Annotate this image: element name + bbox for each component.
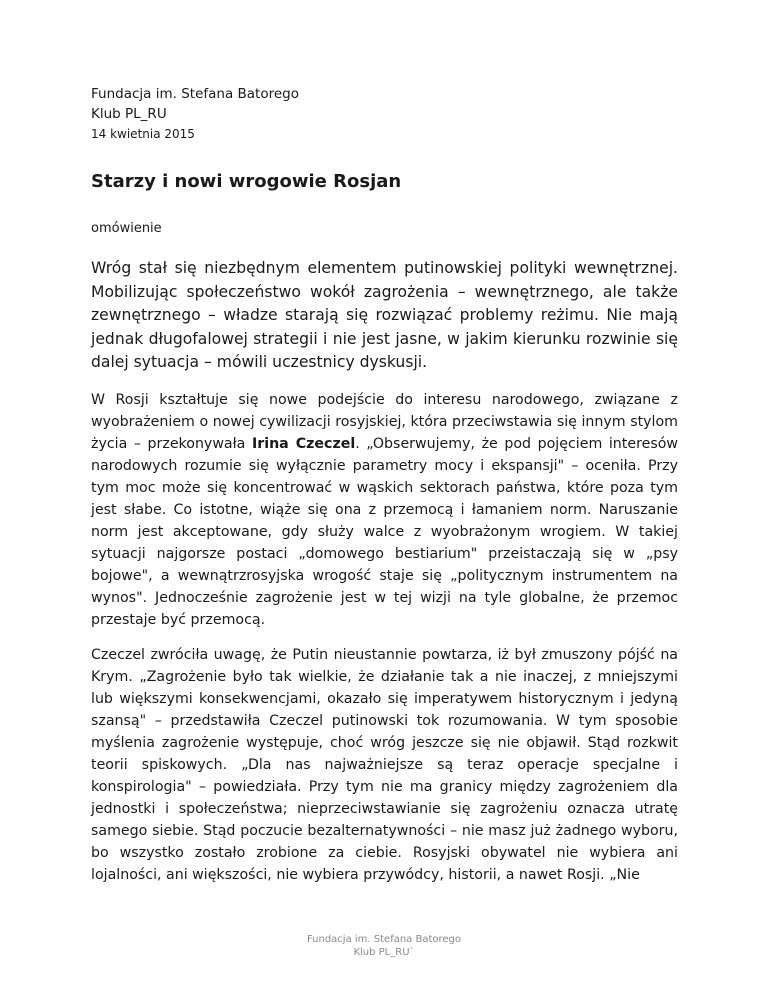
document-header [91,84,299,144]
speaker-name: Irina Czeczel [251,435,356,452]
club-name: Klub PL_RU [91,106,167,122]
paragraph-1: Wróg stał się niezbędnym elementem putinowskiej polityki wewnętrznej. Mobilizując społeczeństwo wokół zagrożenia – wewnętrznego, ale także zewnętrznego – władze starają się rozwiązać problemy reżimu. Nie mają jednak długofalowej strategii i nie jest jasne, w jakim kierunku rozwinie się dalej sytuacja – mówili uczestnicy dyskusji. [91,259,678,371]
document-body [91,257,678,899]
paragraph-2-rest: . „Obserwujemy, że pod pojęciem interesów narodowych rozumie się wyłącznie parametry mocy i ekspansji" – oceniła. Przy tym moc może się koncentrować w wąskich sektorach państwa, które poza tym jest słabe. Co istotne, wiąże się ona z przemocą i łamaniem norm. Naruszanie norm jest akceptowane, gdy służy walce z wyobrażonym wrogiem. W takiej sytuacji najgorsze postaci „domowego bestiarium" przeistaczają się w „psy bojowe", a wewnątrzrosyjska wrogość staje się „politycznym instrumentem na wynos". Jednocześnie zagrożenie jest w tej wizji na tyle globalne, że przemoc przestaje być przemocą. [91,435,678,628]
paragraph-3: Czeczel zwróciła uwagę, że Putin nieustannie powtarza, iż był zmuszony pójść na Krym. „Zagrożenie było tak wielkie, że działanie tak a nie inaczej, z mniejszymi lub większymi konsekwencjami, okazało się imperatywem historycznym i jedyną szansą" – przedstawiła Czeczel putinowski tok rozumowania. W tym sposobie myślenia zagrożenie występuje, choć wróg jeszcze się nie objawił. Stąd rozkwit teorii spiskowych. „Dla nas najważniejsze są teraz operacje specjalne i konspirologia" – powiedziała. Przy tym nie ma granicy między zagrożeniem dla jednostki i społeczeństwa; nieprzeciwstawianie się zagrożeniu oznacza utratę samego siebie. Stąd poczucie bezalternatywności – nie masz już żadnego wyboru, bo wszystko zostało zrobione za ciebie. Rosyjski obywatel nie wybiera ani lojalności, ani większości, nie wybiera przywódcy, historii, a nawet Rosji. „Nie [91,646,678,883]
document-date: 14 kwietnia 2015 [91,127,195,141]
paragraph-2-intro: W Rosji kształtuje się nowe podejście do interesu narodowego, związane z wyobrażeniem o nowej cywilizacji rosyjskiej, która przeciwstawia się innym stylom życia – przekonywała [91,391,678,452]
document-title: Starzy i nowi wrogowie Rosjan [91,171,402,192]
footer-organization: Fundacja im. Stefana Batorego [306,934,462,945]
organization-name: Fundacja im. Stefana Batorego [91,86,299,102]
page-footer [0,933,768,959]
paragraph-2 [91,389,678,631]
document-subtitle: omówienie [91,221,162,236]
footer-club: Klub PL_RU` [353,947,415,958]
